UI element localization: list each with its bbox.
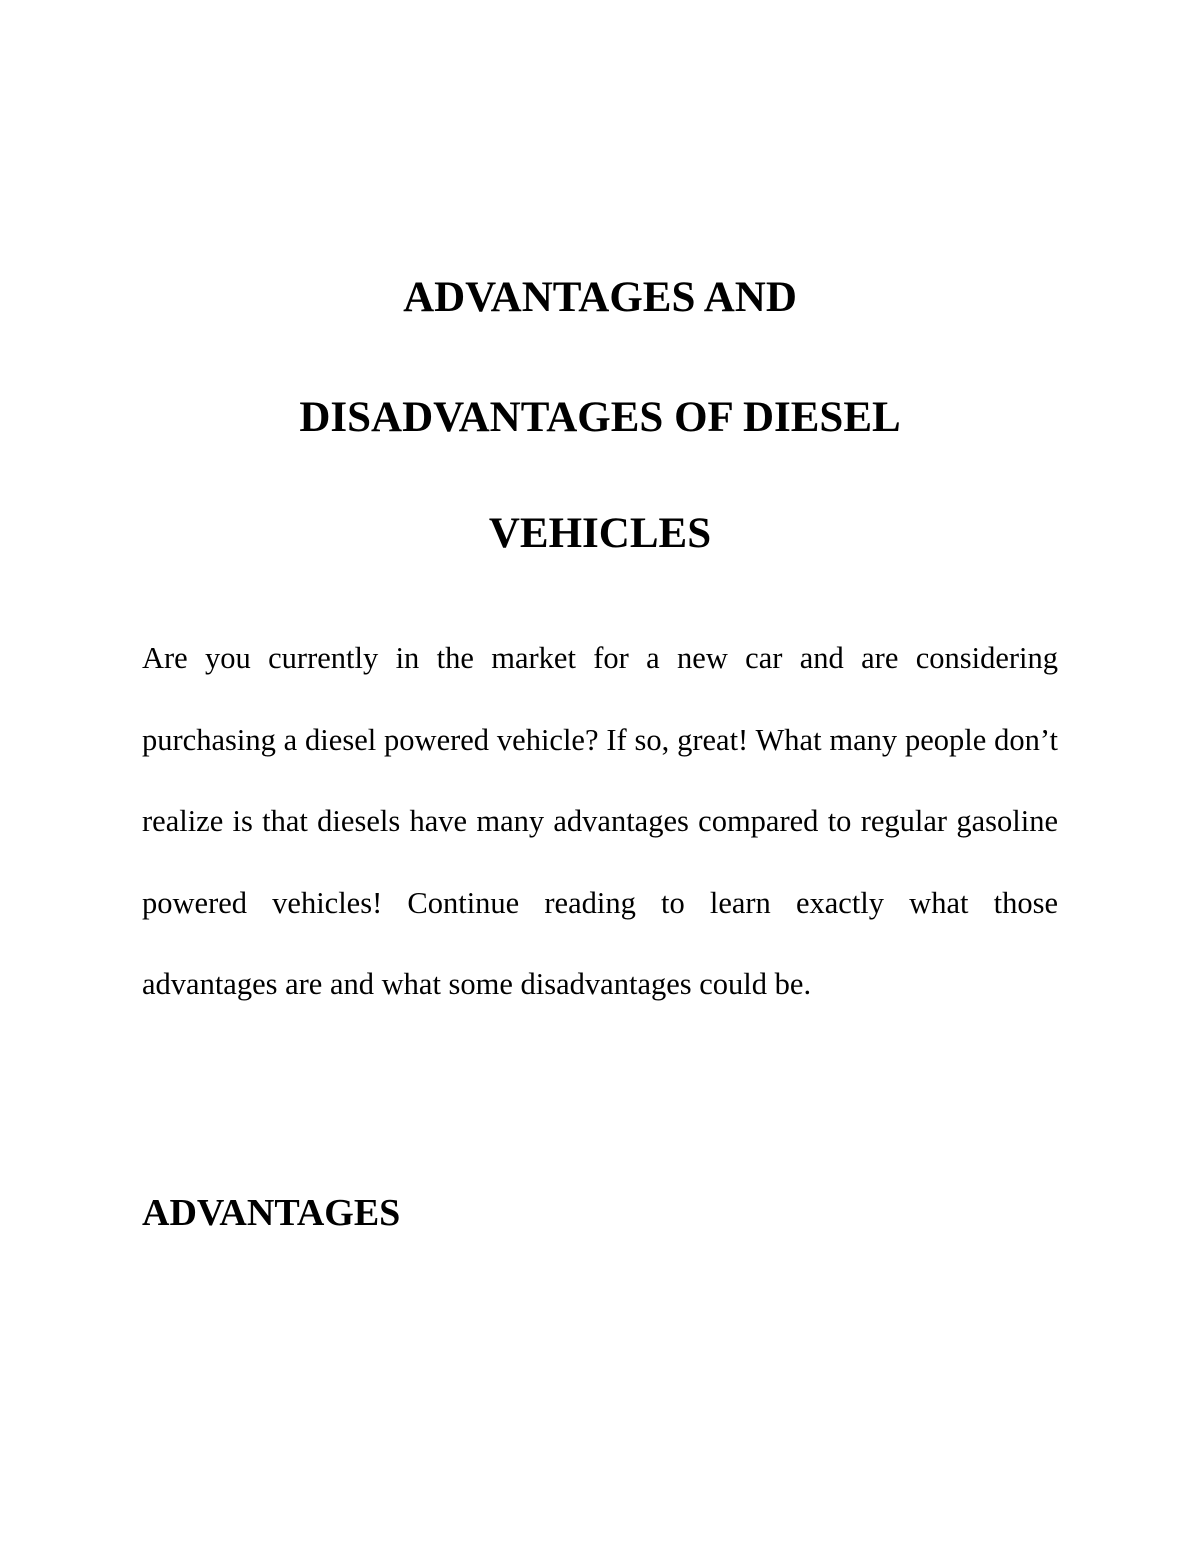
title-line-1: ADVANTAGES AND: [403, 274, 797, 321]
section-heading-advantages: ADVANTAGES: [142, 1192, 401, 1234]
title-line-3: VEHICLES: [488, 510, 712, 557]
title-line-2: DISADVANTAGES OF DIESEL: [299, 394, 901, 441]
intro-paragraph: Are you currently in the market for a new car and are considering purchasing a diesel powered vehicle? If so, great! What many people don’t realize is that diesels have many advantages compared to regular gasoline powered vehicles! Continue reading to learn exactly what those advantages are and what some disadvantages could be.: [142, 641, 1058, 1001]
